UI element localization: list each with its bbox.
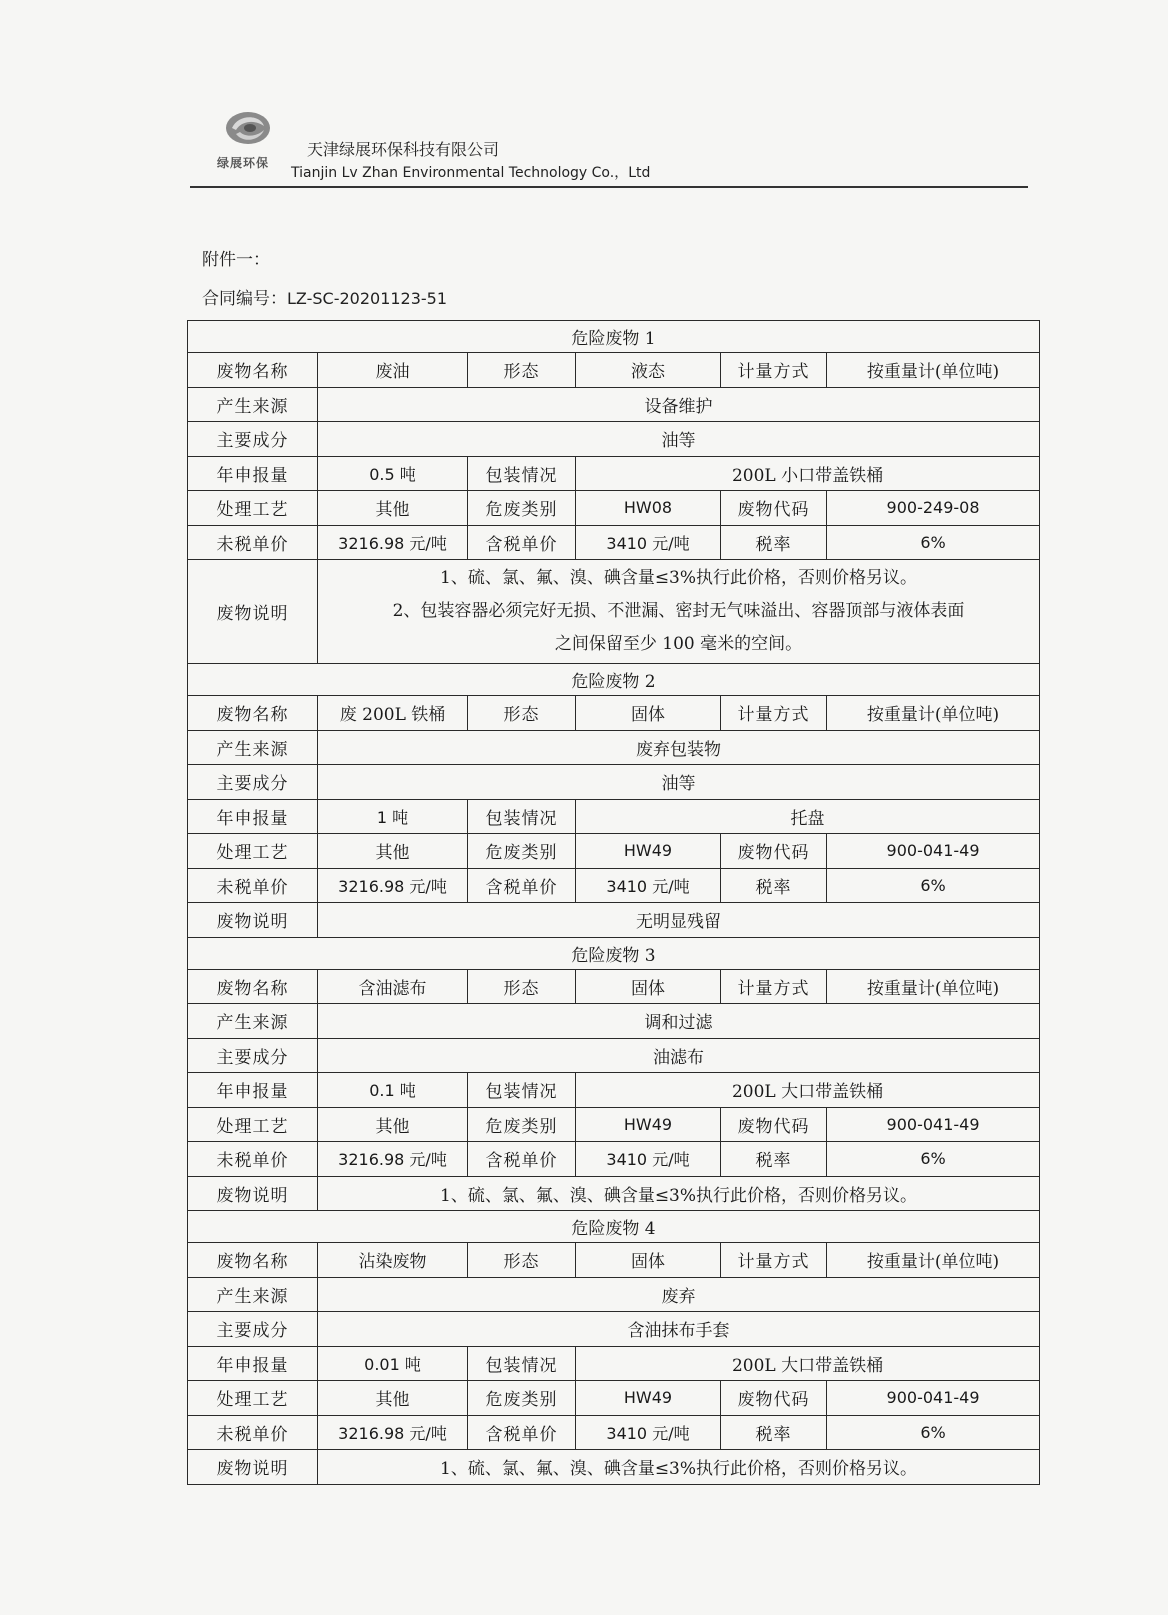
- waste-annual: 0.5 吨: [318, 456, 468, 491]
- label-name: 废物名称: [188, 1243, 318, 1278]
- waste-name: 废 200L 铁桶: [318, 696, 468, 731]
- waste-taxed: 3410 元/吨: [576, 868, 721, 903]
- description-line: 1、硫、氯、氟、溴、碘含量≤3%执行此价格，否则价格另议。: [440, 1459, 918, 1480]
- waste-taxrate: 6%: [827, 525, 1040, 560]
- logo-text: 绿展环保: [217, 156, 270, 170]
- waste-taxrate: 6%: [827, 1142, 1040, 1177]
- table-row: [188, 730, 1040, 765]
- label-packaging: 包装情况: [468, 1073, 576, 1108]
- table-row: [188, 1312, 1040, 1347]
- waste-components: 油滤布: [318, 1038, 1040, 1073]
- label-description: 废物说明: [188, 903, 318, 938]
- waste-code: 900-249-08: [827, 491, 1040, 526]
- table-row: [188, 903, 1040, 938]
- description-line: 1、硫、氯、氟、溴、碘含量≤3%执行此价格，否则价格另议。: [440, 568, 918, 588]
- label-metering: 计量方式: [721, 969, 827, 1004]
- waste-taxed: 3410 元/吨: [576, 1415, 721, 1450]
- description-line: 2、包装容器必须完好无损、不泄漏、密封无气味溢出、容器顶部与液体表面: [392, 601, 965, 621]
- contract-label: 合同编号：: [202, 289, 287, 309]
- section-header-row: [188, 937, 1040, 969]
- label-taxed: 含税单价: [468, 525, 576, 560]
- waste-metering: 按重量计(单位吨): [827, 353, 1040, 388]
- waste-pretax: 3216.98 元/吨: [318, 525, 468, 560]
- label-category: 危废类别: [468, 491, 576, 526]
- waste-components: 油等: [318, 422, 1040, 457]
- label-metering: 计量方式: [721, 1243, 827, 1278]
- table-row: [188, 696, 1040, 731]
- label-taxed: 含税单价: [468, 1142, 576, 1177]
- waste-source: 设备维护: [318, 387, 1040, 422]
- waste-category: HW08: [576, 491, 721, 526]
- label-metering: 计量方式: [721, 696, 827, 731]
- waste-code: 900-041-49: [827, 834, 1040, 869]
- waste-taxed: 3410 元/吨: [576, 1142, 721, 1177]
- label-name: 废物名称: [188, 353, 318, 388]
- table-row: [188, 1277, 1040, 1312]
- label-components: 主要成分: [188, 765, 318, 800]
- table-row: [188, 765, 1040, 800]
- waste-description: [318, 1450, 1040, 1485]
- waste-description: [318, 903, 1040, 938]
- waste-packaging: 200L 小口带盖铁桶: [576, 456, 1040, 491]
- waste-components: 油等: [318, 765, 1040, 800]
- label-description: 废物说明: [188, 1450, 318, 1485]
- waste-packaging: 200L 大口带盖铁桶: [576, 1073, 1040, 1108]
- waste-source: 废弃包装物: [318, 730, 1040, 765]
- table-row: [188, 969, 1040, 1004]
- waste-process: 其他: [318, 1381, 468, 1416]
- table-row: [188, 491, 1040, 526]
- label-category: 危废类别: [468, 834, 576, 869]
- label-pretax: 未税单价: [188, 1415, 318, 1450]
- label-source: 产生来源: [188, 387, 318, 422]
- label-taxrate: 税率: [721, 525, 827, 560]
- label-source: 产生来源: [188, 1004, 318, 1039]
- table-row: [188, 387, 1040, 422]
- label-taxed: 含税单价: [468, 868, 576, 903]
- company-name-en: Tianjin Lv Zhan Environmental Technology Co.，Ltd: [291, 165, 651, 181]
- table-row: [188, 525, 1040, 560]
- waste-pretax: 3216.98 元/吨: [318, 868, 468, 903]
- label-process: 处理工艺: [188, 491, 318, 526]
- waste-description: [318, 560, 1040, 664]
- waste-source: 调和过滤: [318, 1004, 1040, 1039]
- label-taxrate: 税率: [721, 1142, 827, 1177]
- hazardous-waste-table: [187, 320, 1040, 1485]
- waste-name: 含油滤布: [318, 969, 468, 1004]
- label-packaging: 包装情况: [468, 799, 576, 834]
- waste-source: 废弃: [318, 1277, 1040, 1312]
- waste-pretax: 3216.98 元/吨: [318, 1415, 468, 1450]
- label-process: 处理工艺: [188, 1381, 318, 1416]
- table-row: [188, 834, 1040, 869]
- label-code: 废物代码: [721, 834, 827, 869]
- waste-annual: 0.1 吨: [318, 1073, 468, 1108]
- label-components: 主要成分: [188, 1312, 318, 1347]
- label-taxed: 含税单价: [468, 1415, 576, 1450]
- company-name-cn: 天津绿展环保科技有限公司: [307, 140, 500, 159]
- section-header-row: [188, 321, 1040, 353]
- waste-form: 固体: [576, 1243, 721, 1278]
- label-process: 处理工艺: [188, 1107, 318, 1142]
- table-row: [188, 799, 1040, 834]
- table-row: [188, 1004, 1040, 1039]
- table-row: [188, 456, 1040, 491]
- label-metering: 计量方式: [721, 353, 827, 388]
- waste-category: HW49: [576, 1107, 721, 1142]
- label-taxrate: 税率: [721, 1415, 827, 1450]
- waste-description: [318, 1176, 1040, 1211]
- waste-category: HW49: [576, 834, 721, 869]
- attachment-label: 附件一：: [202, 250, 270, 270]
- label-form: 形态: [468, 969, 576, 1004]
- table-row: [188, 1450, 1040, 1485]
- waste-code: 900-041-49: [827, 1107, 1040, 1142]
- table-row: [188, 1243, 1040, 1278]
- label-description: 废物说明: [188, 1176, 318, 1211]
- label-code: 废物代码: [721, 1381, 827, 1416]
- label-code: 废物代码: [721, 491, 827, 526]
- table-row: [188, 422, 1040, 457]
- label-taxrate: 税率: [721, 868, 827, 903]
- label-name: 废物名称: [188, 969, 318, 1004]
- label-name: 废物名称: [188, 696, 318, 731]
- waste-process: 其他: [318, 834, 468, 869]
- table-row: [188, 1142, 1040, 1177]
- section-header-row: [188, 664, 1040, 696]
- waste-taxed: 3410 元/吨: [576, 525, 721, 560]
- label-form: 形态: [468, 696, 576, 731]
- label-process: 处理工艺: [188, 834, 318, 869]
- waste-annual: 1 吨: [318, 799, 468, 834]
- label-form: 形态: [468, 1243, 576, 1278]
- section-title: 危险废物 2: [188, 664, 1040, 696]
- label-source: 产生来源: [188, 1277, 318, 1312]
- table-row: [188, 560, 1040, 664]
- letterhead: [190, 100, 1028, 192]
- waste-form: 固体: [576, 969, 721, 1004]
- label-category: 危废类别: [468, 1381, 576, 1416]
- label-pretax: 未税单价: [188, 1142, 318, 1177]
- waste-process: 其他: [318, 491, 468, 526]
- label-annual: 年申报量: [188, 1073, 318, 1108]
- table-row: [188, 1415, 1040, 1450]
- header-divider: [190, 186, 1028, 188]
- table-row: [188, 353, 1040, 388]
- waste-taxrate: 6%: [827, 1415, 1040, 1450]
- waste-components: 含油抹布手套: [318, 1312, 1040, 1347]
- waste-pretax: 3216.98 元/吨: [318, 1142, 468, 1177]
- label-code: 废物代码: [721, 1107, 827, 1142]
- table-row: [188, 1073, 1040, 1108]
- label-annual: 年申报量: [188, 1346, 318, 1381]
- section-title: 危险废物 3: [188, 937, 1040, 969]
- waste-name: 废油: [318, 353, 468, 388]
- contract-number: LZ-SC-20201123-51: [287, 289, 448, 308]
- waste-annual: 0.01 吨: [318, 1346, 468, 1381]
- waste-taxrate: 6%: [827, 868, 1040, 903]
- label-annual: 年申报量: [188, 456, 318, 491]
- description-line: 之间保留至少 100 毫米的空间。: [554, 634, 803, 654]
- label-annual: 年申报量: [188, 799, 318, 834]
- waste-packaging: 200L 大口带盖铁桶: [576, 1346, 1040, 1381]
- waste-metering: 按重量计(单位吨): [827, 696, 1040, 731]
- table-row: [188, 1381, 1040, 1416]
- waste-form: 液态: [576, 353, 721, 388]
- table-row: [188, 1346, 1040, 1381]
- section-title: 危险废物 4: [188, 1211, 1040, 1243]
- description-line: 无明显残留: [636, 912, 722, 933]
- waste-code: 900-041-49: [827, 1381, 1040, 1416]
- waste-form: 固体: [576, 696, 721, 731]
- label-components: 主要成分: [188, 422, 318, 457]
- table-row: [188, 1107, 1040, 1142]
- label-pretax: 未税单价: [188, 868, 318, 903]
- waste-category: HW49: [576, 1381, 721, 1416]
- table-row: [188, 1038, 1040, 1073]
- label-form: 形态: [468, 353, 576, 388]
- table-row: [188, 868, 1040, 903]
- label-source: 产生来源: [188, 730, 318, 765]
- label-packaging: 包装情况: [468, 456, 576, 491]
- table-row: [188, 1176, 1040, 1211]
- contract-number-line: [202, 284, 447, 309]
- section-title: 危险废物 1: [188, 321, 1040, 353]
- label-category: 危废类别: [468, 1107, 576, 1142]
- waste-process: 其他: [318, 1107, 468, 1142]
- label-pretax: 未税单价: [188, 525, 318, 560]
- label-description: 废物说明: [188, 560, 318, 664]
- waste-name: 沾染废物: [318, 1243, 468, 1278]
- section-header-row: [188, 1211, 1040, 1243]
- label-packaging: 包装情况: [468, 1346, 576, 1381]
- waste-metering: 按重量计(单位吨): [827, 1243, 1040, 1278]
- label-components: 主要成分: [188, 1038, 318, 1073]
- waste-metering: 按重量计(单位吨): [827, 969, 1040, 1004]
- description-line: 1、硫、氯、氟、溴、碘含量≤3%执行此价格，否则价格另议。: [440, 1185, 918, 1206]
- waste-packaging: 托盘: [576, 799, 1040, 834]
